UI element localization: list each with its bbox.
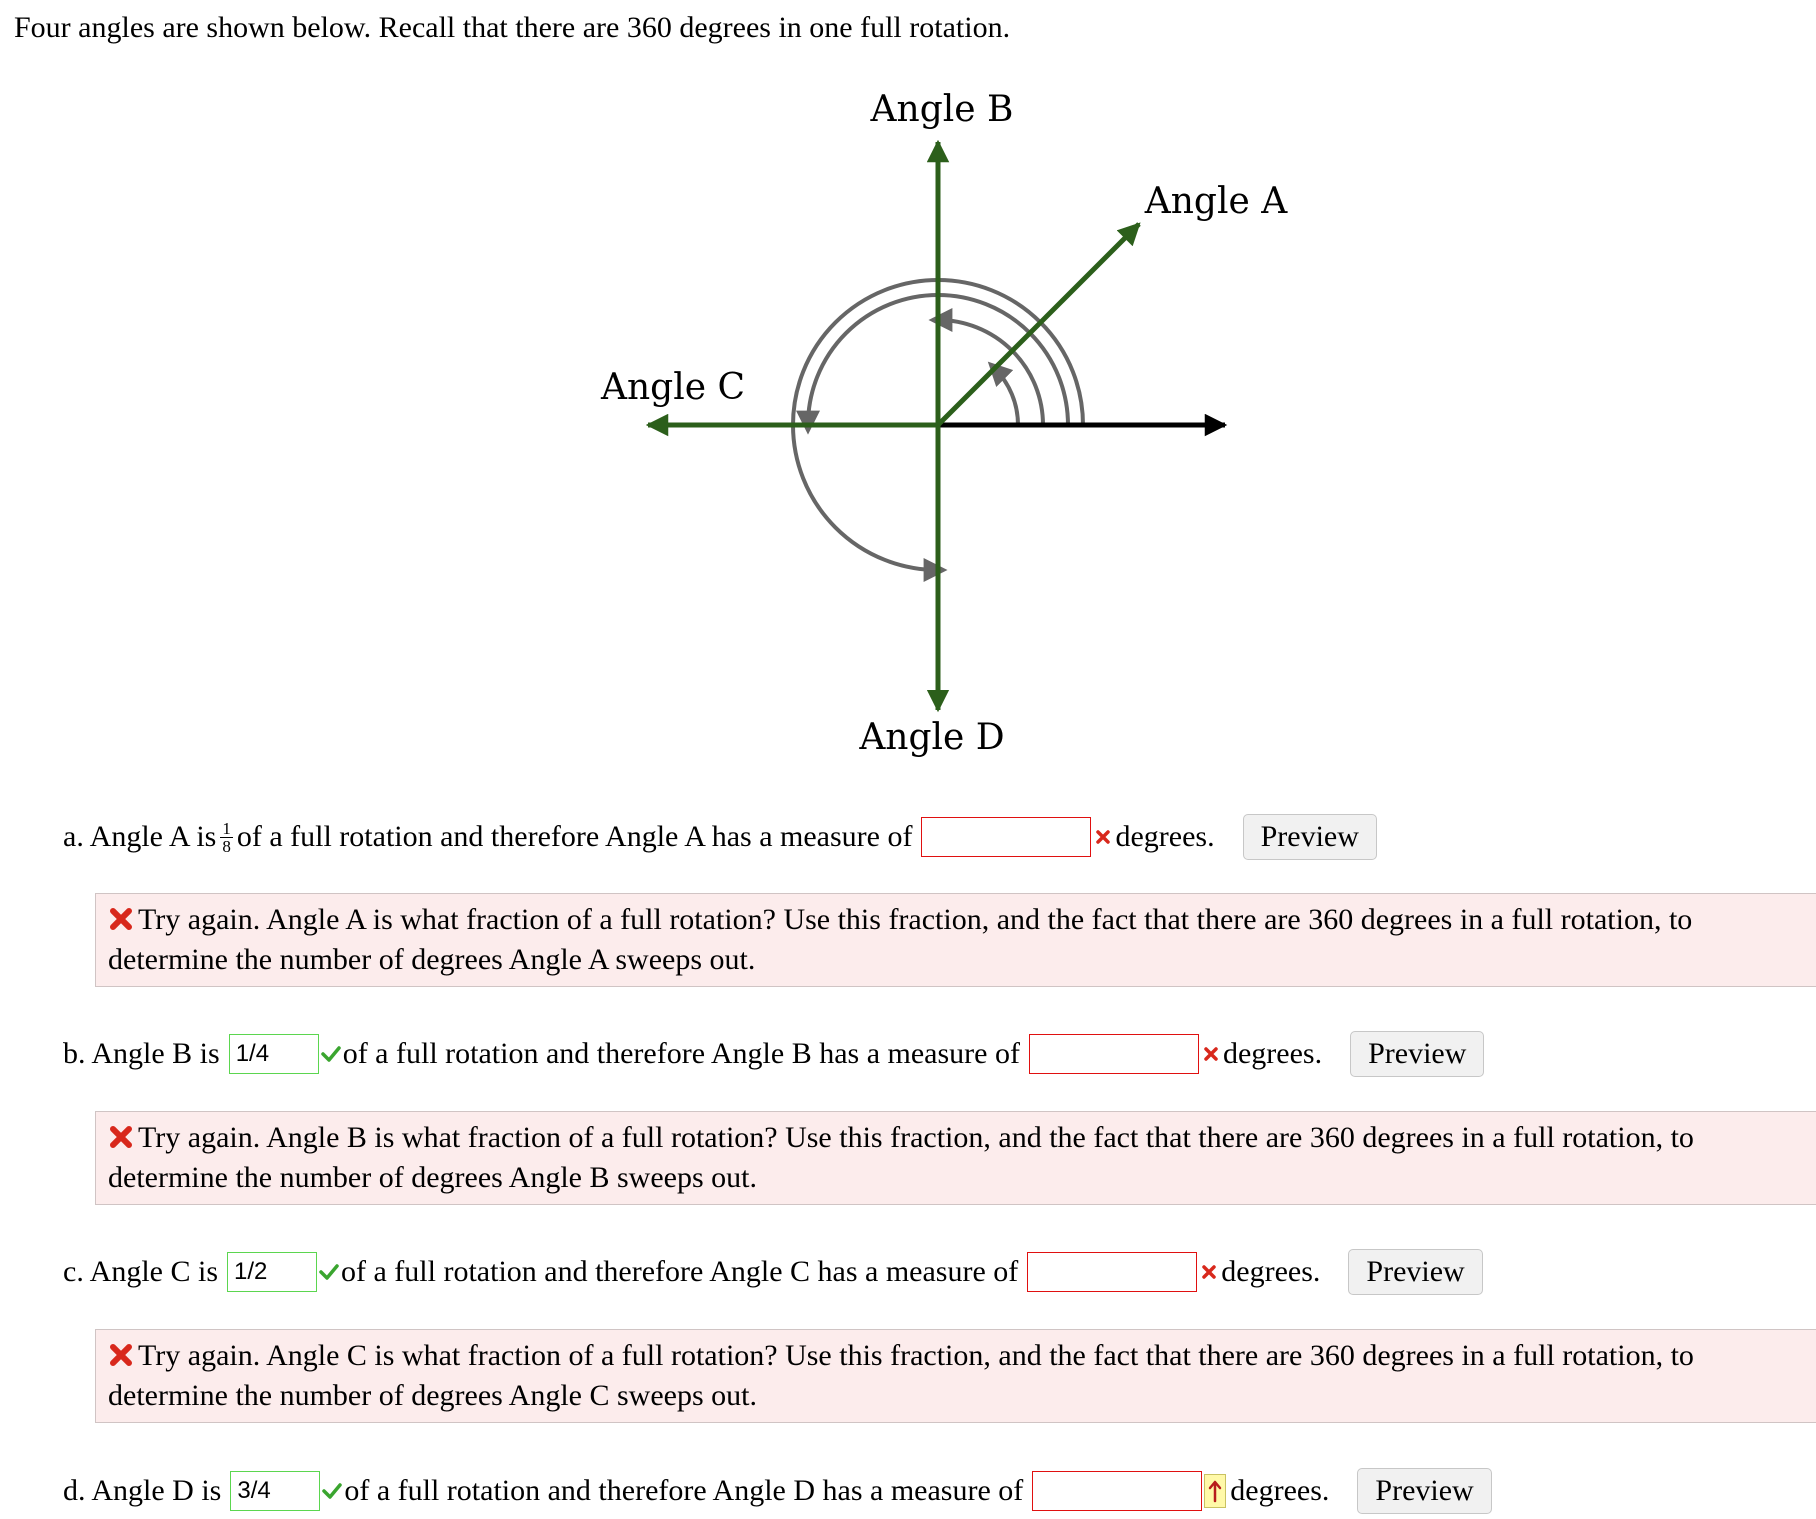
question-b-prefix: b. Angle B is — [63, 1037, 220, 1070]
fraction-denominator: 8 — [222, 836, 231, 856]
question-c-text: of a full rotation and therefore Angle C has a measure of — [341, 1255, 1019, 1288]
angle-d-label: Angle D — [859, 717, 1005, 758]
question-c-fraction-input[interactable]: 1/2 — [227, 1252, 317, 1292]
question-d-degrees-input[interactable] — [1032, 1471, 1202, 1511]
feedback-error-icon — [108, 904, 134, 941]
incorrect-icon — [1199, 1046, 1223, 1062]
question-c-degrees-input[interactable] — [1027, 1252, 1197, 1292]
question-a-degrees-input[interactable] — [921, 817, 1091, 857]
correct-icon — [319, 1045, 343, 1063]
question-b-feedback-text: Try again. Angle B is what fraction of a full rotation? Use this fraction, and the fact that there are 360 degrees in a full rotation, to determine the number of degrees Angle B sweeps out. — [108, 1121, 1694, 1194]
question-a-text: of a full rotation and therefore Angle A has a measure of — [236, 820, 913, 853]
up-arrow-icon — [1204, 1474, 1226, 1508]
correct-icon — [317, 1263, 341, 1281]
angle-c-label: Angle C — [600, 367, 746, 408]
question-c-unit: degrees. — [1221, 1255, 1321, 1288]
question-b-text: of a full rotation and therefore Angle B has a measure of — [342, 1037, 1020, 1070]
correct-icon — [320, 1482, 344, 1500]
question-a — [63, 817, 1377, 857]
problem-intro: Four angles are shown below. Recall that there are 360 degrees in one full rotation. — [14, 11, 1011, 44]
question-a-fraction — [220, 820, 233, 855]
question-b-feedback — [95, 1111, 1816, 1205]
question-b — [63, 1034, 1484, 1074]
feedback-error-icon — [108, 1340, 134, 1377]
angles-figure — [0, 80, 1816, 760]
question-b-degrees-input[interactable] — [1029, 1034, 1199, 1074]
question-c-preview-button[interactable]: Preview — [1348, 1249, 1482, 1295]
feedback-error-icon — [108, 1122, 134, 1159]
question-c-feedback-text: Try again. Angle C is what fraction of a full rotation? Use this fraction, and the fact that there are 360 degrees in a full rotation, to determine the number of degrees Angle C sweeps out. — [108, 1339, 1694, 1412]
question-a-unit: degrees. — [1115, 820, 1215, 853]
question-a-feedback-text: Try again. Angle A is what fraction of a full rotation? Use this fraction, and the fact that there are 360 degrees in a full rotation, to determine the number of degrees Angle A sweeps out. — [108, 903, 1693, 976]
question-b-preview-button[interactable]: Preview — [1350, 1031, 1484, 1077]
question-c-feedback — [95, 1329, 1816, 1423]
angle-a-arc — [995, 368, 1018, 425]
question-d — [63, 1471, 1492, 1511]
fraction-numerator: 1 — [222, 818, 231, 838]
question-d-preview-button[interactable]: Preview — [1357, 1468, 1491, 1514]
question-b-unit: degrees. — [1222, 1037, 1323, 1070]
question-d-text: of a full rotation and therefore Angle D has a measure of — [344, 1474, 1024, 1507]
question-d-unit: degrees. — [1230, 1474, 1330, 1507]
angle-b-label: Angle B — [870, 89, 1014, 130]
incorrect-icon — [1197, 1264, 1221, 1280]
question-a-preview-button[interactable]: Preview — [1243, 814, 1377, 860]
question-c-prefix: c. Angle C is — [63, 1255, 218, 1288]
question-a-prefix: a. Angle A is — [63, 820, 217, 853]
angle-a-label: Angle A — [1144, 181, 1288, 222]
question-d-fraction-input[interactable]: 3/4 — [230, 1471, 320, 1511]
question-c — [63, 1252, 1483, 1292]
question-d-prefix: d. Angle D is — [63, 1474, 222, 1507]
incorrect-icon — [1091, 829, 1115, 845]
question-a-feedback — [95, 893, 1816, 987]
question-b-fraction-input[interactable]: 1/4 — [229, 1034, 319, 1074]
